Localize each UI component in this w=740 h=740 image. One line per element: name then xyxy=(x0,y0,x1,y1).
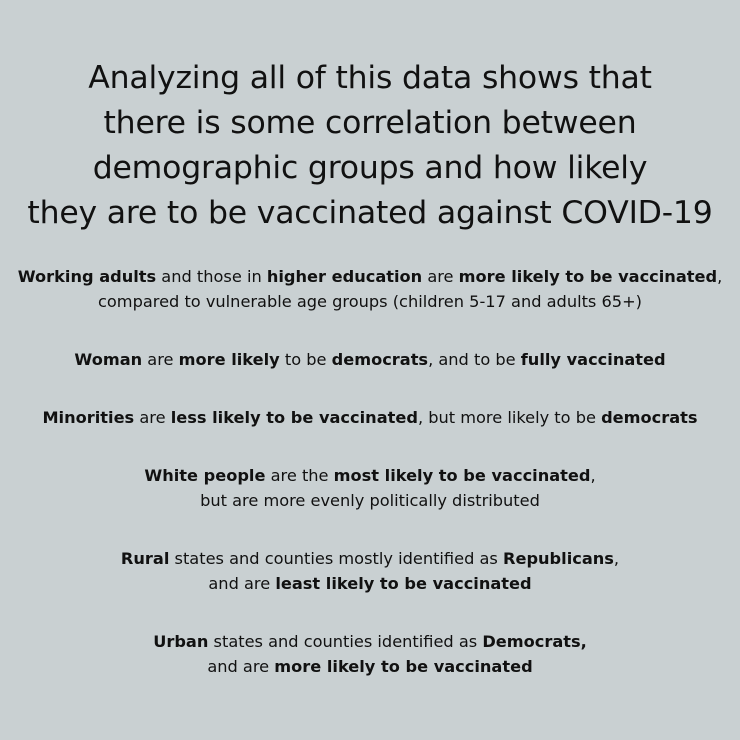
emphasis-text: higher education xyxy=(266,267,423,286)
finding-paragraph xyxy=(0,546,740,596)
finding-paragraph xyxy=(0,405,740,430)
finding-line xyxy=(0,546,740,571)
title-line: demographic groups and how likely xyxy=(92,150,648,186)
finding-text: , xyxy=(590,466,596,485)
finding-text: compared to vulnerable age groups (children 5-17 and adults 65+) xyxy=(98,292,642,311)
finding-line xyxy=(0,289,740,314)
finding-text: states and counties mostly identified as xyxy=(169,549,503,568)
finding-line xyxy=(0,654,740,679)
finding-text: are xyxy=(142,350,179,369)
emphasis-text: democrats xyxy=(601,408,698,427)
findings-list xyxy=(0,264,740,679)
title-line: Analyzing all of this data shows that xyxy=(88,60,652,96)
finding-line xyxy=(0,629,740,654)
finding-text: are xyxy=(422,267,459,286)
emphasis-text: Minorities xyxy=(42,408,135,427)
emphasis-text: fully vaccinated xyxy=(520,350,666,369)
finding-text: states and counties identified as xyxy=(208,632,483,651)
finding-text: but are more evenly politically distributed xyxy=(200,491,540,510)
emphasis-text: democrats xyxy=(331,350,429,369)
emphasis-text: less likely to be vaccinated xyxy=(170,408,418,427)
finding-line xyxy=(0,488,740,513)
finding-text: , but more likely to be xyxy=(417,408,602,427)
finding-paragraph xyxy=(0,347,740,372)
finding-line xyxy=(0,571,740,596)
finding-text: to be xyxy=(279,350,332,369)
emphasis-text: Republicans xyxy=(503,549,614,568)
emphasis-text: White people xyxy=(144,466,266,485)
finding-paragraph xyxy=(0,463,740,513)
finding-paragraph xyxy=(0,629,740,679)
finding-text: and are xyxy=(207,657,275,676)
title-line: they are to be vaccinated against COVID-19 xyxy=(27,195,713,231)
finding-line xyxy=(0,405,740,430)
emphasis-text: Urban xyxy=(153,632,209,651)
finding-text: , xyxy=(717,267,723,286)
finding-text: and are xyxy=(208,574,276,593)
finding-text: , xyxy=(613,549,620,568)
finding-text: , and to be xyxy=(428,350,521,369)
title-line: there is some correlation between xyxy=(103,105,637,141)
finding-text: and those in xyxy=(156,267,267,286)
finding-line xyxy=(0,347,740,372)
emphasis-text: least likely to be vaccinated xyxy=(275,574,532,593)
emphasis-text: most likely to be vaccinated xyxy=(333,466,591,485)
finding-paragraph xyxy=(0,264,740,314)
emphasis-text: Rural xyxy=(120,549,170,568)
emphasis-text: more likely to be vaccinated xyxy=(274,657,533,676)
emphasis-text: more likely to be vaccinated xyxy=(458,267,718,286)
emphasis-text: Woman xyxy=(74,350,143,369)
finding-text: are the xyxy=(265,466,334,485)
emphasis-text: Democrats, xyxy=(482,632,587,651)
slide-title xyxy=(0,56,740,236)
emphasis-text: Working adults xyxy=(17,267,157,286)
finding-line xyxy=(0,463,740,488)
finding-text: are xyxy=(134,408,171,427)
finding-line xyxy=(0,264,740,289)
emphasis-text: more likely xyxy=(178,350,280,369)
